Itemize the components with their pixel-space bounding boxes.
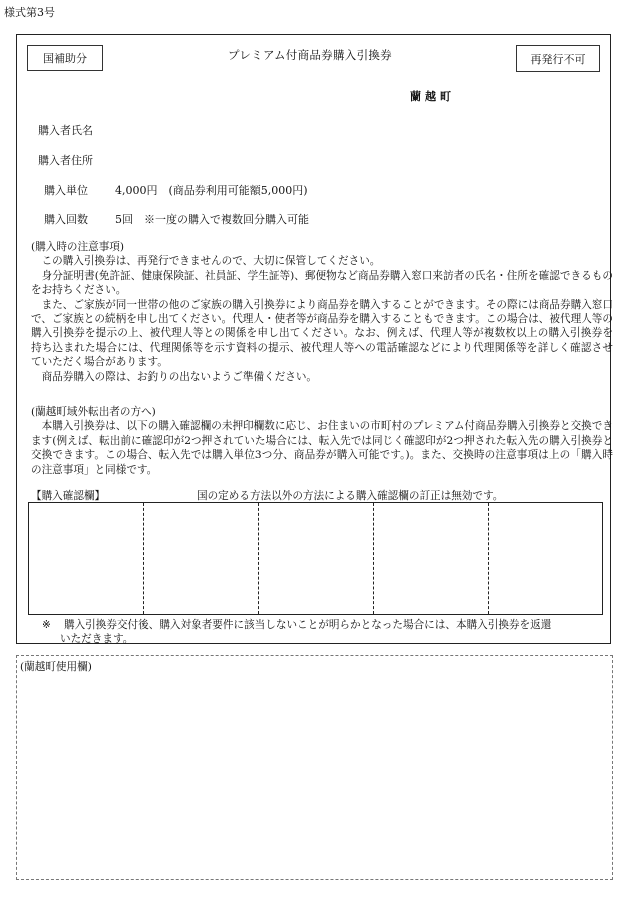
municipality-name: 蘭越町 <box>410 90 455 103</box>
office-use-label: (蘭越町使用欄) <box>20 661 92 673</box>
confirmation-stamp-box <box>28 502 603 615</box>
buyer-address-label: 購入者住所 <box>38 154 93 167</box>
stamp-slot-divider <box>258 503 259 614</box>
confirmation-note: 国の定める方法以外の方法による購入確認欄の訂正は無効です。 <box>197 490 504 502</box>
form-number: 様式第3号 <box>4 6 55 19</box>
stamp-slot-divider <box>488 503 489 614</box>
purchase-note-3: また、ご家族が同一世帯の他のご家族の購入引換券により商品券を購入することができます。その際には商品券購入窓口で、ご家族との続柄を申し出てください。代理人・使者等が商品券を購入することもできます。この場合は、被代理人等の購入引換券を提示の上、被代理人等との関係を申し出てください。なお、例えば、代理人等が複数枚以上の購入引換券を持ち込まれた場合には、代理関係等を示す資料の提示、被代理人等への電話確認などにより代理関係等を詳しく確認させていただく場合があります。 <box>31 298 613 369</box>
purchase-unit-label: 購入単位 <box>44 184 88 197</box>
transfer-heading: (蘭越町域外転出者の方へ) <box>31 406 156 418</box>
purchase-notes-heading: (購入時の注意事項) <box>31 241 125 253</box>
purchase-note-2: 身分証明書(免許証、健康保険証、社員証、学生証等)、郵便物など商品券購入窓口来訪者の氏名・住所を確認できるものをお持ちください。 <box>31 269 613 297</box>
footnote-line-2: いただきます。 <box>60 633 134 645</box>
purchase-note-1: この購入引換券は、再発行できませんので、大切に保管してください。 <box>41 255 381 268</box>
stamp-slot-divider <box>373 503 374 614</box>
purchase-count-value: 5回 ※一度の購入で複数回分購入可能 <box>115 213 309 226</box>
voucher-title: プレミアム付商品券購入引換券 <box>228 48 392 62</box>
transfer-notice <box>31 405 613 477</box>
footnote-mark: ※ <box>42 619 51 631</box>
purchase-unit-value: 4,000円 (商品券利用可能額5,000円) <box>115 184 308 197</box>
purchase-note-4: 商品券購入の際は、お釣りの出ないようご準備ください。 <box>41 370 318 383</box>
footnote-line-1: 購入引換券交付後、購入対象者要件に該当しないことが明らかとなった場合には、本購入引換券を返還 <box>64 619 552 631</box>
office-use-box <box>16 655 613 880</box>
stamp-slot-divider <box>143 503 144 614</box>
subsidy-label: 国補助分 <box>27 45 103 71</box>
purchase-notes <box>31 240 613 384</box>
transfer-body: 本購入引換券は、以下の購入確認欄の未押印欄数に応じ、お住まいの市町村のプレミアム付商品券購入引換券と交換できます(例えば、転出前に確認印が2つ押されていた場合には、転入先では同じく確認印が2つ押された転入先の購入引換券と交換できます。この場合、転入先では購入単位3つ分、商品券が購入可能です。)。また、交換時の注意事項は上の「購入時の注意事項」と同様です。 <box>31 420 613 476</box>
confirmation-heading: 【購入確認欄】 <box>31 490 106 502</box>
buyer-name-label: 購入者氏名 <box>38 124 93 137</box>
no-reissue-label: 再発行不可 <box>516 45 600 72</box>
purchase-count-label: 購入回数 <box>44 213 88 226</box>
return-footnote <box>42 618 612 646</box>
